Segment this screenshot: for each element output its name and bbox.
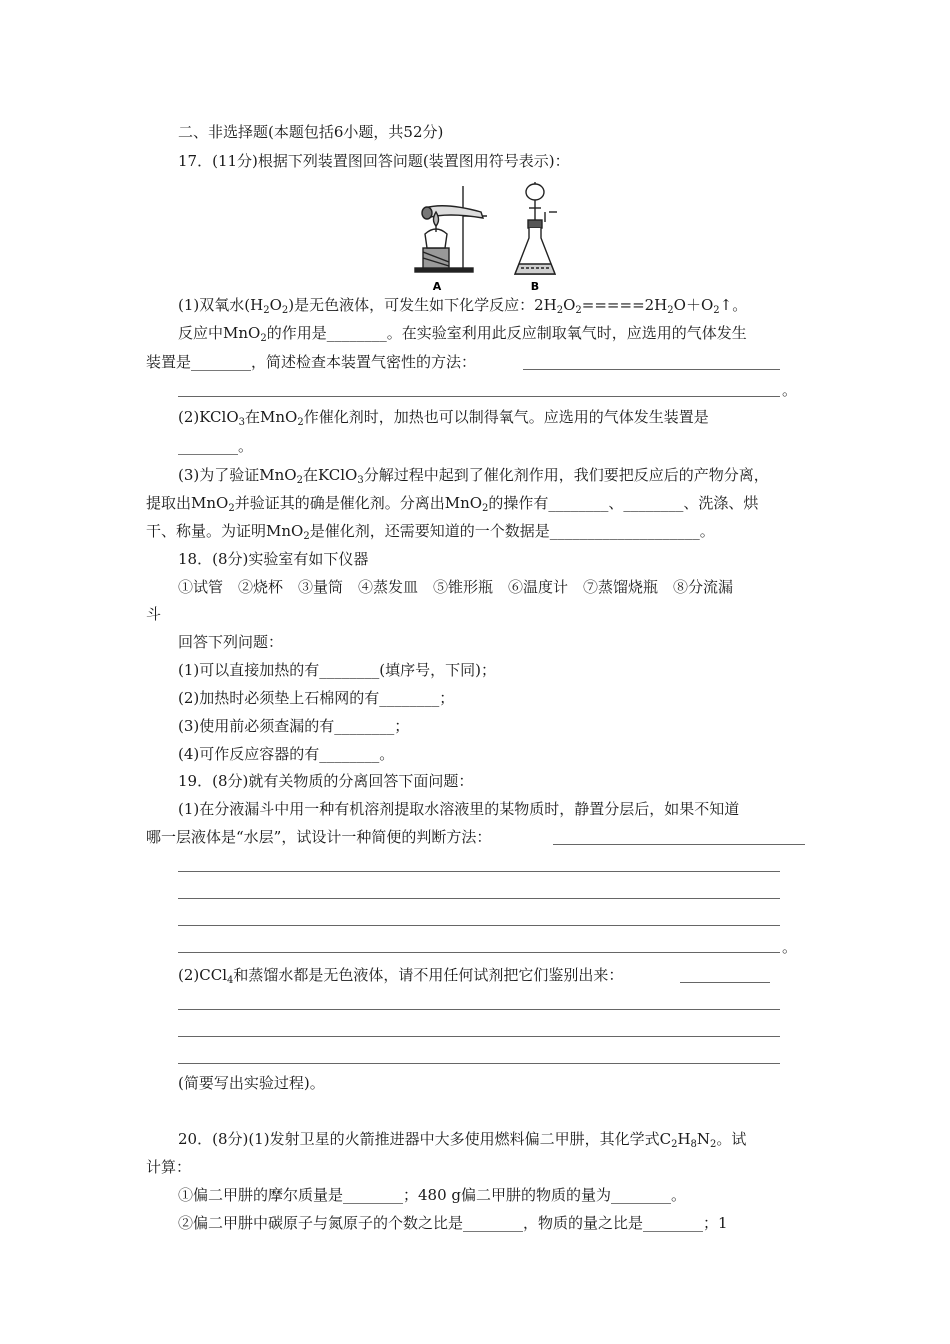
q20-line4: ②偏二甲肼中碳原子与氮原子的个数之比是________，物质的量之比是________；1 bbox=[178, 1214, 728, 1232]
q20-line3: ①偏二甲肼的摩尔质量是________；480 g偏二甲肼的物质的量为________。 bbox=[178, 1186, 687, 1204]
apparatus-a-icon bbox=[415, 186, 487, 272]
answer-line[interactable] bbox=[178, 396, 780, 397]
q17-part2-line2: ________。 bbox=[178, 437, 254, 455]
label-a: A bbox=[432, 280, 442, 292]
q18-item-2: (2)加热时必须垫上石棉网的有________； bbox=[178, 689, 455, 707]
q18-list-line2: 斗 bbox=[146, 605, 162, 623]
answer-line[interactable] bbox=[178, 1036, 780, 1037]
answer-line[interactable] bbox=[178, 871, 780, 872]
q18-item-4: (4)可作反应容器的有________。 bbox=[178, 745, 395, 763]
answer-line[interactable] bbox=[178, 925, 780, 926]
q18-item-1: (1)可以直接加热的有________(填序号，下同)； bbox=[178, 661, 496, 679]
answer-line[interactable] bbox=[178, 952, 780, 953]
q19-stem: 19．(8分)就有关物质的分离回答下面问题： bbox=[178, 772, 474, 790]
answer-line[interactable] bbox=[178, 1009, 780, 1010]
q17-part2-line1: (2)KClO$_3$在MnO$_2$作催化剂时，加热也可以制得氧气。应选用的气体发生装置是 bbox=[178, 408, 709, 428]
q18-stem: 18．(8分)实验室有如下仪器 bbox=[178, 550, 369, 568]
q17-part3-line1: (3)为了验证MnO$_2$在KClO$_3$分解过程中起到了催化剂作用，我们要把反应后的产物分离， bbox=[178, 466, 769, 486]
q20-line2: 计算： bbox=[146, 1158, 192, 1176]
apparatus-b-icon bbox=[515, 182, 557, 274]
answer-line[interactable] bbox=[680, 982, 770, 983]
answer-line[interactable] bbox=[178, 1063, 780, 1064]
q17-part1-line1: (1)双氧水$(H_2O_2)$是无色液体，可发生如下化学反应：$2H_2O_2=====2H_2O+O_2↑$。 bbox=[178, 296, 748, 316]
end-mark: 。 bbox=[782, 381, 798, 399]
q17-part3-line2: 提取出MnO$_2$并验证其的确是催化剂。分离出MnO$_2$的操作有________、________、洗涤、烘 bbox=[146, 494, 759, 514]
q19-part2-end: (简要写出实验过程)。 bbox=[178, 1074, 325, 1092]
q17-part3-line3: 干、称量。为证明MnO$_2$是催化剂，还需要知道的一个数据是____________________。 bbox=[146, 522, 715, 542]
q19-part2-line1: (2)CCl$_4$和蒸馏水都是无色液体，请不用任何试剂把它们鉴别出来： bbox=[178, 966, 624, 986]
q19-part1-line1: (1)在分液漏斗中用一种有机溶剂提取水溶液里的某物质时，静置分层后，如果不知道 bbox=[178, 800, 740, 818]
section-heading: 二、非选择题(本题包括6小题，共52分) bbox=[178, 123, 444, 141]
q17-part1-line3: 装置是________，简述检查本装置气密性的方法： bbox=[146, 353, 477, 371]
q20-line1: 20．(8分)(1)发射卫星的火箭推进器中大多使用燃料偏二甲肼，其化学式$C_2H_8N_2$。试 bbox=[178, 1130, 747, 1150]
q19-part1-line2: 哪一层液体是“水层”，试设计一种简便的判断方法： bbox=[146, 828, 492, 846]
q17-part1-line2: 反应中MnO$_2$的作用是________。在实验室利用此反应制取氧气时，应选用的气体发生 bbox=[178, 324, 747, 344]
answer-line[interactable] bbox=[553, 844, 805, 845]
apparatus-figure bbox=[405, 182, 565, 292]
q17-stem: 17．(11分)根据下列装置图回答问题(装置图用符号表示)： bbox=[178, 152, 570, 170]
label-b: B bbox=[530, 280, 540, 292]
end-mark: 。 bbox=[782, 938, 798, 956]
answer-line[interactable] bbox=[178, 898, 780, 899]
q18-prompt: 回答下列问题： bbox=[178, 633, 284, 651]
answer-line[interactable] bbox=[523, 369, 780, 370]
q18-list-line1: ①试管 ②烧杯 ③量筒 ④蒸发皿 ⑤锥形瓶 ⑥温度计 ⑦蒸馏烧瓶 ⑧分流漏 bbox=[178, 578, 734, 596]
q18-item-3: (3)使用前必须查漏的有________； bbox=[178, 717, 410, 735]
